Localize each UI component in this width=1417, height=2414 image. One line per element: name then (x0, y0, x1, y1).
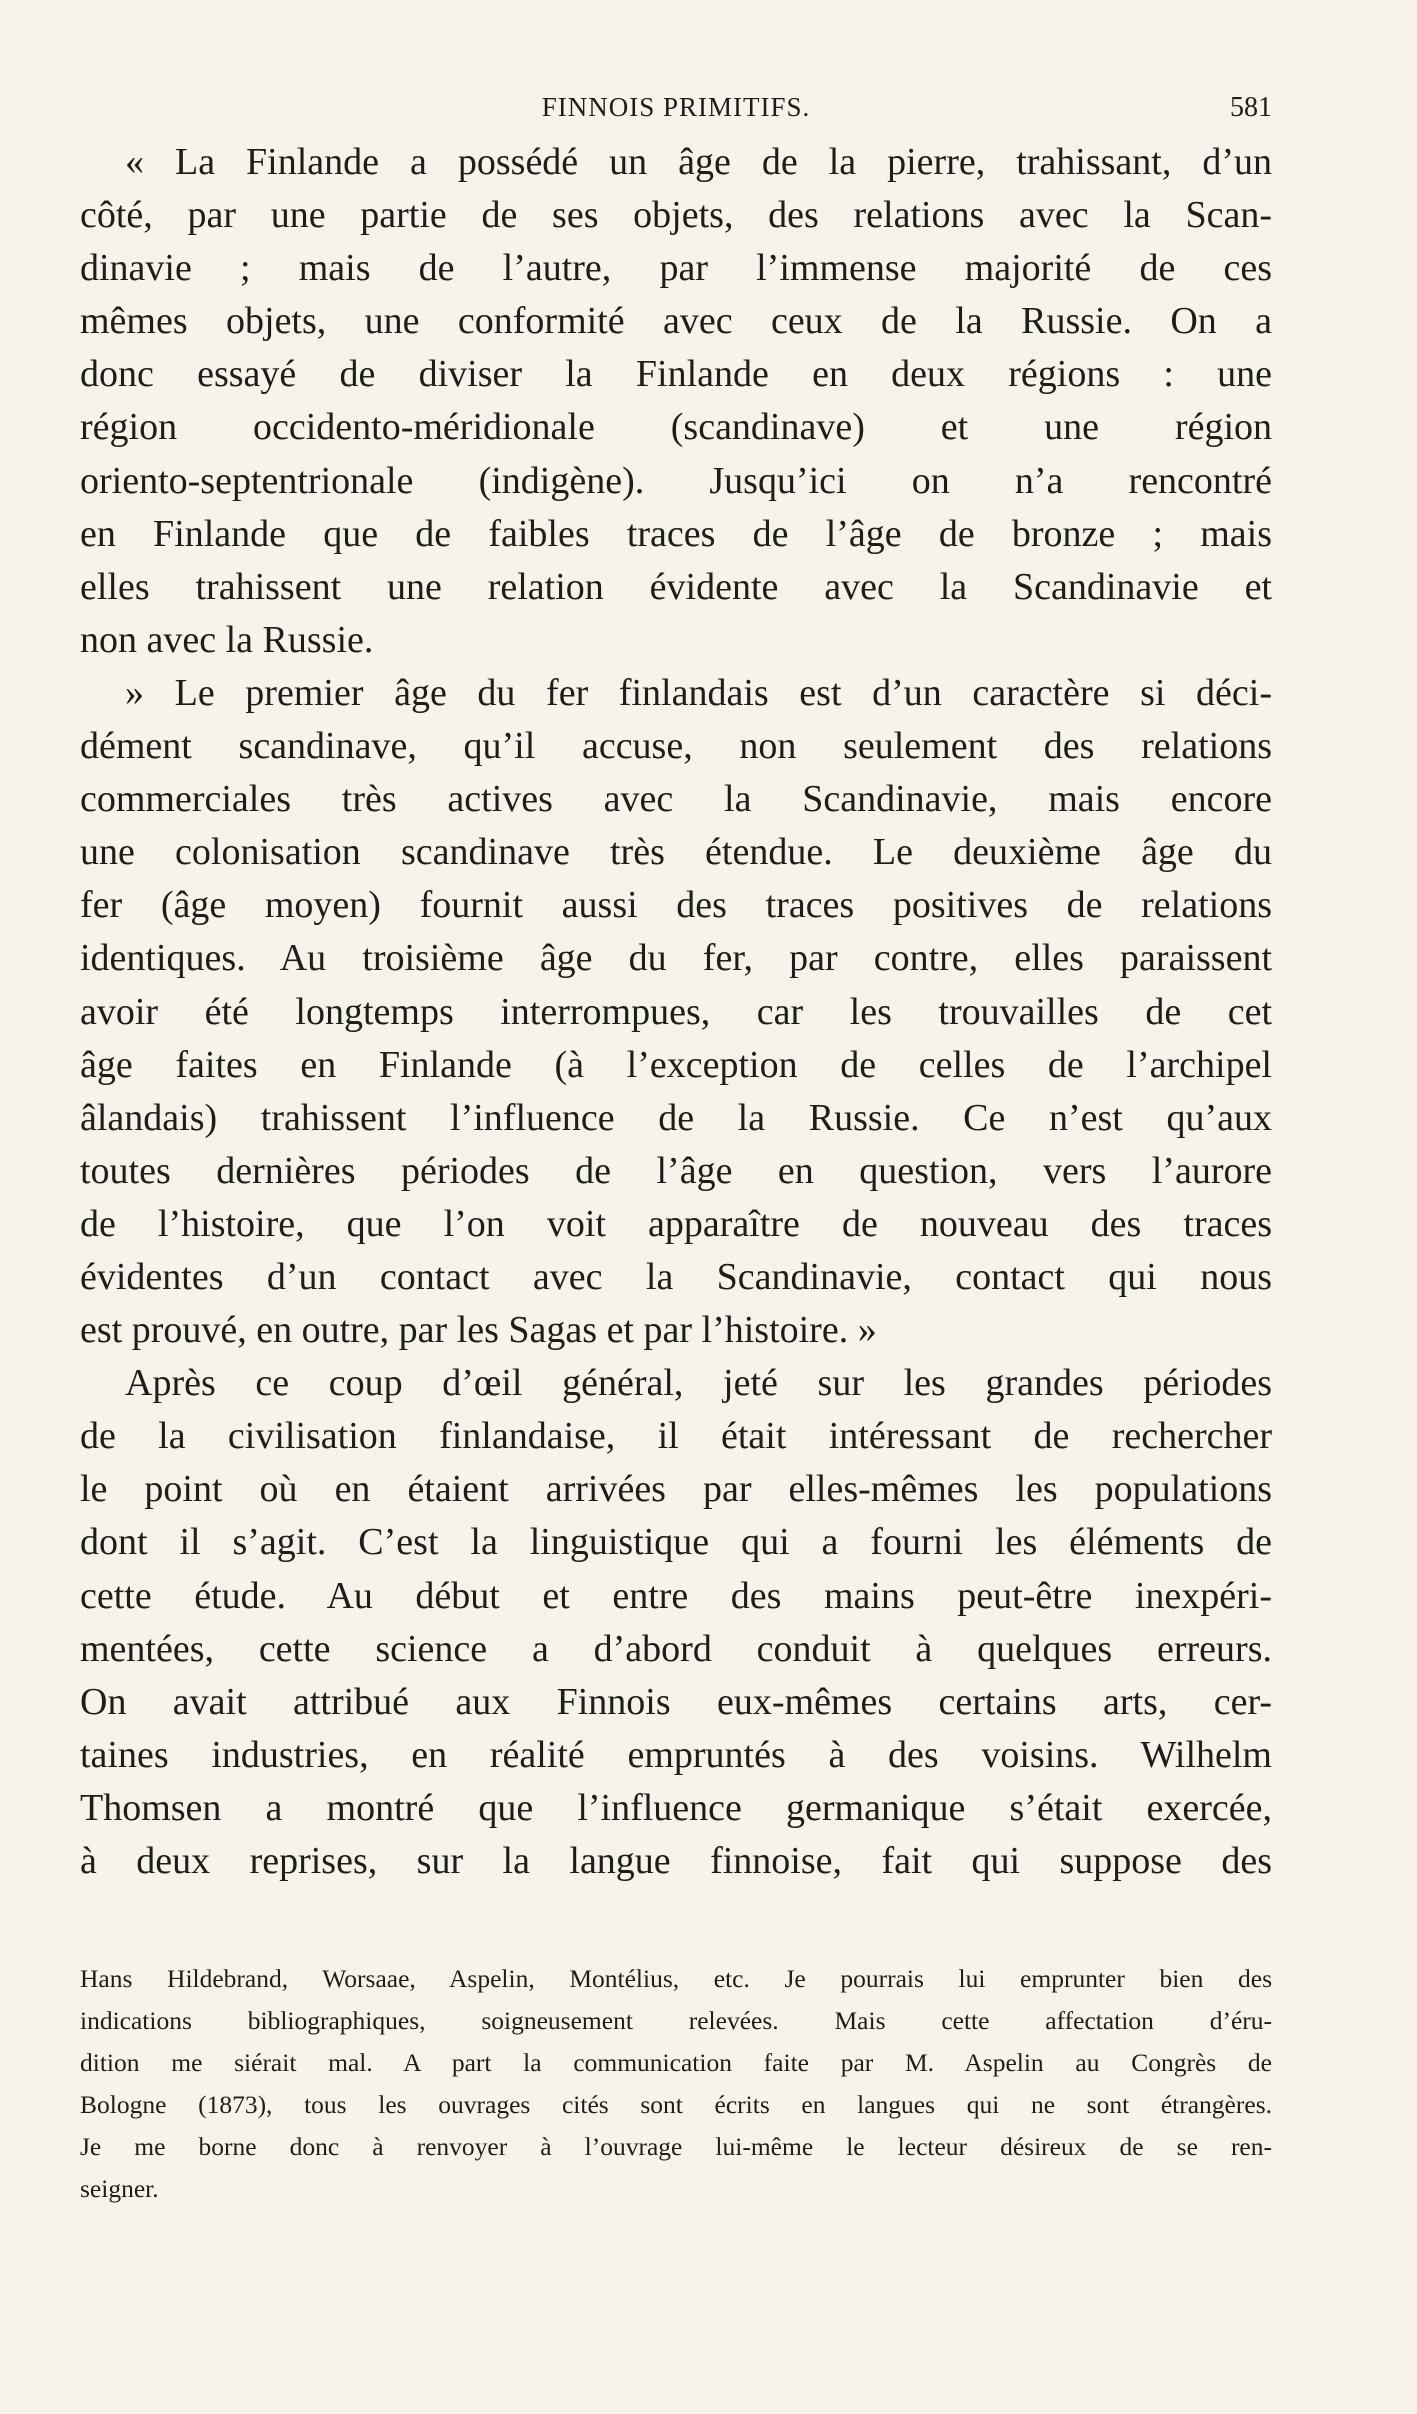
text-line: oriento-septentrionale (indigène). Jusqu’ici on n’a rencontré (80, 459, 1272, 502)
text-line: taines industries, en réalité empruntés à des voisins. Wilhelm (80, 1733, 1272, 1776)
text-line: identiques. Au troisième âge du fer, par contre, elles paraissent (80, 937, 1272, 980)
page-header (80, 92, 1272, 132)
page-number: 581 (1230, 92, 1272, 123)
text-line: mêmes objets, une conformité avec ceux de la Russie. On a (80, 300, 1272, 343)
text-line: elles trahissent une relation évidente avec la Scandinavie et (80, 565, 1272, 608)
main-text (80, 136, 1272, 1888)
text-line: toutes dernières périodes de l’âge en question, vers l’aurore (80, 1149, 1272, 1192)
text-line: cette étude. Au début et entre des mains peut-être inexpéri- (80, 1574, 1272, 1617)
text-line: commerciales très actives avec la Scandinavie, mais encore (80, 778, 1272, 821)
text-line: dont il s’agit. C’est la linguistique qui a fourni les éléments de (80, 1521, 1272, 1564)
footnote-line: indications bibliographiques, soigneusement relevées. Mais cette affectation d’éru- (80, 2006, 1272, 2035)
text-line: de la civilisation finlandaise, il était intéressant de rechercher (80, 1415, 1272, 1458)
text-line: On avait attribué aux Finnois eux-mêmes certains arts, cer- (80, 1680, 1272, 1723)
text-line: « La Finlande a possédé un âge de la pierre, trahissant, d’un (125, 141, 1272, 183)
text-line: évidentes d’un contact avec la Scandinavie, contact qui nous (80, 1255, 1272, 1298)
text-line: en Finlande que de faibles traces de l’âge de bronze ; mais (80, 512, 1272, 555)
text-line: une colonisation scandinave très étendue. Le deuxième âge du (80, 831, 1272, 874)
text-line: donc essayé de diviser la Finlande en deux régions : une (80, 353, 1272, 396)
text-line: » Le premier âge du fer finlandais est d’un caractère si déci- (125, 671, 1272, 714)
text-line: le point où en étaient arrivées par elles-mêmes les populations (80, 1468, 1272, 1511)
footnote (80, 1958, 1272, 2210)
text-line: non avec la Russie. (80, 618, 374, 661)
text-line: mentées, cette science a d’abord conduit à quelques erreurs. (80, 1627, 1272, 1670)
text-line: fer (âge moyen) fournit aussi des traces positives de relations (80, 884, 1272, 927)
footnote-line: seigner. (80, 2174, 159, 2203)
footnote-line: dition me siérait mal. A part la communication faite par M. Aspelin au Congrès de (80, 2048, 1272, 2077)
footnote-line: Bologne (1873), tous les ouvrages cités sont écrits en langues qui ne sont étrangères. (80, 2090, 1272, 2119)
text-line: dinavie ; mais de l’autre, par l’immense majorité de ces (80, 247, 1272, 290)
text-line: avoir été longtemps interrompues, car les trouvailles de cet (80, 990, 1272, 1033)
footnote-line: Je me borne donc à renvoyer à l’ouvrage lui-même le lecteur désireux de se ren- (80, 2132, 1272, 2161)
footnote-line: Hans Hildebrand, Worsaae, Aspelin, Montélius, etc. Je pourrais lui emprunter bien des (80, 1964, 1272, 1993)
text-line: est prouvé, en outre, par les Sagas et par l’histoire. » (80, 1309, 877, 1352)
text-line: Thomsen a montré que l’influence germanique s’était exercée, (80, 1786, 1272, 1829)
running-title: FINNOIS PRIMITIFS. (541, 92, 811, 122)
text-line: de l’histoire, que l’on voit apparaître de nouveau des traces (80, 1202, 1272, 1245)
text-line: région occidento-méridionale (scandinave) et une région (80, 406, 1272, 449)
text-line: côté, par une partie de ses objets, des relations avec la Scan- (80, 194, 1272, 237)
text-line: à deux reprises, sur la langue finnoise, fait qui suppose des (80, 1840, 1272, 1882)
text-line: âge faites en Finlande (à l’exception de celles de l’archipel (80, 1043, 1272, 1086)
text-line: dément scandinave, qu’il accuse, non seulement des relations (80, 725, 1272, 768)
text-line: âlandais) trahissent l’influence de la Russie. Ce n’est qu’aux (80, 1096, 1272, 1139)
text-line: Après ce coup d’œil général, jeté sur les grandes périodes (125, 1362, 1272, 1405)
